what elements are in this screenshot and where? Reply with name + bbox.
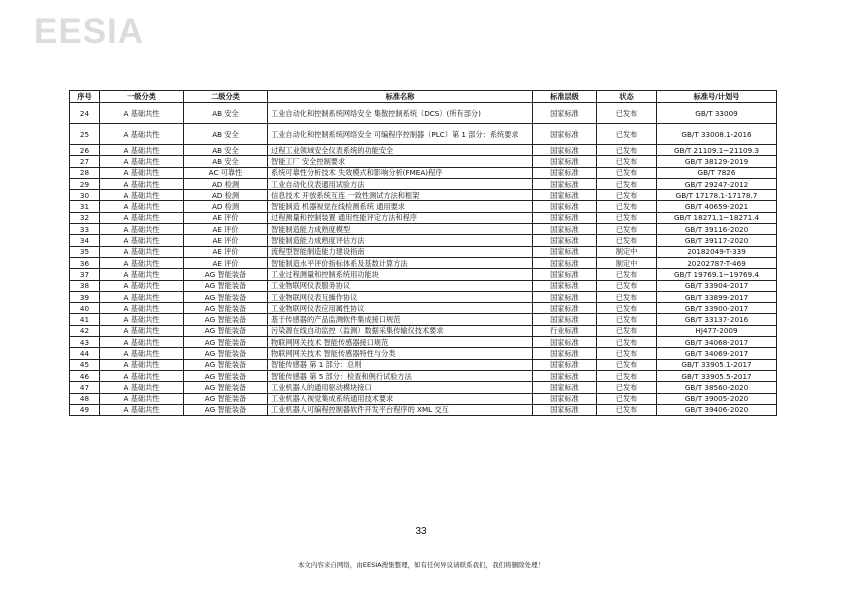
header-level2-category: 二级分类	[184, 91, 268, 103]
header-standard-level: 标准层级	[533, 91, 597, 103]
row-standard-name: 过程工业领域安全仪表系统的功能安全	[268, 145, 533, 156]
row-level1-category: A 基础共性	[100, 156, 184, 167]
row-standard-name: 智能传感器 第 1 部分：总则	[268, 359, 533, 370]
row-status: 已发布	[597, 103, 657, 124]
row-standard-number: GB/T 39005-2020	[657, 393, 777, 404]
row-index: 33	[70, 224, 100, 235]
row-level1-category: A 基础共性	[100, 291, 184, 302]
row-level2-category: AB 安全	[184, 156, 268, 167]
table-row	[70, 103, 777, 124]
row-level2-category: AG 智能装备	[184, 325, 268, 336]
row-standard-number: GB/T 29247-2012	[657, 178, 777, 189]
table-row	[70, 303, 777, 314]
row-standard-level: 国家标准	[533, 178, 597, 189]
row-standard-level: 国家标准	[533, 393, 597, 404]
row-index: 31	[70, 201, 100, 212]
row-index: 49	[70, 404, 100, 415]
row-level1-category: A 基础共性	[100, 201, 184, 212]
row-standard-number: GB/T 7826	[657, 167, 777, 178]
row-index: 43	[70, 337, 100, 348]
table-row	[70, 291, 777, 302]
row-status: 已发布	[597, 156, 657, 167]
row-index: 35	[70, 246, 100, 257]
row-index: 39	[70, 291, 100, 302]
row-level2-category: AD 检测	[184, 178, 268, 189]
row-standard-name: 智能工厂 安全控制要求	[268, 156, 533, 167]
table-row	[70, 382, 777, 393]
table-row	[70, 145, 777, 156]
header-standard-number: 标准号/计划号	[657, 91, 777, 103]
row-level1-category: A 基础共性	[100, 257, 184, 268]
row-standard-name: 信息技术 开放系统互连 一致性测试方法和框架	[268, 190, 533, 201]
row-level1-category: A 基础共性	[100, 382, 184, 393]
row-standard-name: 工业机器人可编程控制器软件开发平台程序的 XML 交互	[268, 404, 533, 415]
row-status: 已发布	[597, 325, 657, 336]
row-status: 已发布	[597, 190, 657, 201]
row-status: 已发布	[597, 145, 657, 156]
row-standard-name: 工业机器人视觉集成系统通用技术要求	[268, 393, 533, 404]
table-row	[70, 224, 777, 235]
row-level2-category: AG 智能装备	[184, 337, 268, 348]
row-index: 32	[70, 212, 100, 223]
row-standard-level: 国家标准	[533, 246, 597, 257]
row-level1-category: A 基础共性	[100, 145, 184, 156]
row-standard-name: 智能传感器 第 5 部分：检查和例行试验方法	[268, 370, 533, 381]
row-index: 40	[70, 303, 100, 314]
row-level1-category: A 基础共性	[100, 404, 184, 415]
row-standard-number: GB/T 39406-2020	[657, 404, 777, 415]
row-level1-category: A 基础共性	[100, 303, 184, 314]
table-row	[70, 124, 777, 145]
row-level2-category: AD 检测	[184, 201, 268, 212]
row-status: 已发布	[597, 314, 657, 325]
row-level1-category: A 基础共性	[100, 212, 184, 223]
row-level1-category: A 基础共性	[100, 359, 184, 370]
row-level2-category: AG 智能装备	[184, 404, 268, 415]
table-row	[70, 370, 777, 381]
row-standard-number: GB/T 17178.1-17178.7	[657, 190, 777, 201]
page-number: 33	[415, 526, 427, 537]
row-status: 已发布	[597, 178, 657, 189]
row-level1-category: A 基础共性	[100, 103, 184, 124]
row-standard-level: 国家标准	[533, 235, 597, 246]
row-status: 已发布	[597, 337, 657, 348]
row-level2-category: AG 智能装备	[184, 303, 268, 314]
row-standard-level: 国家标准	[533, 124, 597, 145]
row-standard-level: 国家标准	[533, 145, 597, 156]
row-standard-level: 国家标准	[533, 156, 597, 167]
row-level1-category: A 基础共性	[100, 246, 184, 257]
table-row	[70, 235, 777, 246]
row-level2-category: AE 评价	[184, 246, 268, 257]
row-standard-number: GB/T 38129-2019	[657, 156, 777, 167]
row-status: 已发布	[597, 124, 657, 145]
row-level1-category: A 基础共性	[100, 314, 184, 325]
row-level2-category: AE 评价	[184, 235, 268, 246]
row-standard-name: 系统可靠性分析技术 失效模式和影响分析(FMEA)程序	[268, 167, 533, 178]
row-index: 48	[70, 393, 100, 404]
row-index: 30	[70, 190, 100, 201]
row-standard-number: GB/T 33137-2016	[657, 314, 777, 325]
row-level1-category: A 基础共性	[100, 167, 184, 178]
row-index: 37	[70, 269, 100, 280]
row-status: 已发布	[597, 348, 657, 359]
table-row	[70, 190, 777, 201]
row-status: 已发布	[597, 303, 657, 314]
row-index: 26	[70, 145, 100, 156]
row-level2-category: AG 智能装备	[184, 314, 268, 325]
row-index: 46	[70, 370, 100, 381]
row-standard-number: GB/T 33899-2017	[657, 291, 777, 302]
row-level2-category: AG 智能装备	[184, 382, 268, 393]
row-standard-level: 国家标准	[533, 404, 597, 415]
row-level2-category: AG 智能装备	[184, 393, 268, 404]
row-level1-category: A 基础共性	[100, 269, 184, 280]
table-row	[70, 325, 777, 336]
table-row	[70, 348, 777, 359]
row-standard-number: GB/T 18271.1~18271.4	[657, 212, 777, 223]
row-level2-category: AG 智能装备	[184, 280, 268, 291]
row-standard-name: 智能制造能力成熟度模型	[268, 224, 533, 235]
row-standard-number: GB/T 21109.1~21109.3	[657, 145, 777, 156]
row-index: 28	[70, 167, 100, 178]
row-level1-category: A 基础共性	[100, 224, 184, 235]
row-level2-category: AB 安全	[184, 103, 268, 124]
row-standard-name: 工业过程测量和控制系统用功能块	[268, 269, 533, 280]
row-level1-category: A 基础共性	[100, 124, 184, 145]
row-status: 已发布	[597, 224, 657, 235]
table-row	[70, 167, 777, 178]
row-status: 已发布	[597, 212, 657, 223]
row-standard-level: 行业标准	[533, 325, 597, 336]
row-index: 34	[70, 235, 100, 246]
row-status: 已发布	[597, 370, 657, 381]
row-status: 制定中	[597, 246, 657, 257]
header-standard-name: 标准名称	[268, 91, 533, 103]
row-index: 47	[70, 382, 100, 393]
row-index: 38	[70, 280, 100, 291]
row-level2-category: AD 检测	[184, 190, 268, 201]
table-row	[70, 393, 777, 404]
row-standard-name: 流程型智能制造能力建设指南	[268, 246, 533, 257]
row-standard-number: 20202787-T-469	[657, 257, 777, 268]
row-standard-name: 工业自动化仪表通用试验方法	[268, 178, 533, 189]
row-standard-level: 国家标准	[533, 103, 597, 124]
row-level1-category: A 基础共性	[100, 337, 184, 348]
row-standard-level: 国家标准	[533, 257, 597, 268]
table-row	[70, 178, 777, 189]
table-row	[70, 359, 777, 370]
row-standard-name: 智能制造能力成熟度评估方法	[268, 235, 533, 246]
row-level1-category: A 基础共性	[100, 280, 184, 291]
row-index: 27	[70, 156, 100, 167]
row-status: 已发布	[597, 291, 657, 302]
row-standard-number: GB/T 33905.1-2017	[657, 359, 777, 370]
row-standard-number: GB/T 33900-2017	[657, 303, 777, 314]
row-level2-category: AE 评价	[184, 257, 268, 268]
row-status: 已发布	[597, 201, 657, 212]
row-level2-category: AC 可靠性	[184, 167, 268, 178]
table-row	[70, 212, 777, 223]
table-header-row	[70, 91, 777, 103]
row-status: 已发布	[597, 404, 657, 415]
row-standard-number: GB/T 33905.5-2017	[657, 370, 777, 381]
row-standard-name: 污染源在线自动监控（监测）数据采集传输仪技术要求	[268, 325, 533, 336]
row-status: 已发布	[597, 269, 657, 280]
row-status: 已发布	[597, 382, 657, 393]
row-standard-number: GB/T 33904-2017	[657, 280, 777, 291]
row-index: 29	[70, 178, 100, 189]
table-row	[70, 314, 777, 325]
row-standard-name: 工业物联网仪表应用属性协议	[268, 303, 533, 314]
row-level2-category: AG 智能装备	[184, 370, 268, 381]
row-standard-number: GB/T 39116-2020	[657, 224, 777, 235]
row-standard-number: GB/T 19769.1~19769.4	[657, 269, 777, 280]
row-level1-category: A 基础共性	[100, 235, 184, 246]
row-level2-category: AG 智能装备	[184, 348, 268, 359]
row-index: 41	[70, 314, 100, 325]
table-row	[70, 156, 777, 167]
row-standard-level: 国家标准	[533, 291, 597, 302]
row-level1-category: A 基础共性	[100, 178, 184, 189]
row-index: 42	[70, 325, 100, 336]
table-row	[70, 404, 777, 415]
row-level2-category: AG 智能装备	[184, 291, 268, 302]
row-standard-level: 国家标准	[533, 337, 597, 348]
row-standard-level: 国家标准	[533, 303, 597, 314]
table-row	[70, 246, 777, 257]
row-standard-level: 国家标准	[533, 382, 597, 393]
row-standard-number: GB/T 34069-2017	[657, 348, 777, 359]
row-level2-category: AG 智能装备	[184, 359, 268, 370]
row-standard-level: 国家标准	[533, 359, 597, 370]
row-standard-level: 国家标准	[533, 269, 597, 280]
row-standard-level: 国家标准	[533, 280, 597, 291]
row-level2-category: AG 智能装备	[184, 269, 268, 280]
row-level2-category: AB 安全	[184, 145, 268, 156]
row-standard-number: GB/T 33008.1-2016	[657, 124, 777, 145]
row-standard-level: 国家标准	[533, 224, 597, 235]
row-standard-name: 基于传感器的产品监测软件集成接口规范	[268, 314, 533, 325]
row-standard-level: 国家标准	[533, 201, 597, 212]
row-standard-level: 国家标准	[533, 348, 597, 359]
row-standard-name: 工业物联网仪表服务协议	[268, 280, 533, 291]
standards-table	[69, 90, 777, 416]
row-level1-category: A 基础共性	[100, 393, 184, 404]
row-standard-name: 智能制造 机器视觉在线检测系统 通用要求	[268, 201, 533, 212]
row-level1-category: A 基础共性	[100, 190, 184, 201]
row-level1-category: A 基础共性	[100, 325, 184, 336]
row-level1-category: A 基础共性	[100, 348, 184, 359]
row-standard-name: 智能制造水平评价指标体系及基数计算方法	[268, 257, 533, 268]
row-index: 44	[70, 348, 100, 359]
row-standard-name: 工业自动化和控制系统网络安全 可编程序控制器（PLC）第 1 部分：系统要求	[268, 124, 533, 145]
row-level2-category: AB 安全	[184, 124, 268, 145]
row-status: 已发布	[597, 167, 657, 178]
row-standard-number: GB/T 33009	[657, 103, 777, 124]
row-index: 36	[70, 257, 100, 268]
footer-disclaimer: 本文内容来自网络，由EESIA搜集整理，如有任何异议请联系我们，我们将删除处理！	[297, 561, 545, 569]
row-level1-category: A 基础共性	[100, 370, 184, 381]
table-body	[70, 103, 777, 416]
row-standard-number: GB/T 34068-2017	[657, 337, 777, 348]
table-row	[70, 337, 777, 348]
table-row	[70, 280, 777, 291]
row-status: 已发布	[597, 393, 657, 404]
row-status: 已发布	[597, 359, 657, 370]
row-level2-category: AE 评价	[184, 212, 268, 223]
row-standard-level: 国家标准	[533, 190, 597, 201]
row-standard-name: 工业机器人的通用驱动模块接口	[268, 382, 533, 393]
row-standard-number: GB/T 38560-2020	[657, 382, 777, 393]
row-standard-name: 工业物联网仪表互操作协议	[268, 291, 533, 302]
row-index: 25	[70, 124, 100, 145]
row-standard-number: HJ477-2009	[657, 325, 777, 336]
row-status: 制定中	[597, 257, 657, 268]
row-standard-level: 国家标准	[533, 167, 597, 178]
row-status: 已发布	[597, 235, 657, 246]
row-standard-name: 过程测量和控制装置 通用性能评定方法和程序	[268, 212, 533, 223]
row-standard-number: GB/T 39117-2020	[657, 235, 777, 246]
eesia-logo: EESIA	[34, 12, 145, 51]
table-row	[70, 269, 777, 280]
row-index: 24	[70, 103, 100, 124]
table-row	[70, 257, 777, 268]
row-status: 已发布	[597, 280, 657, 291]
row-standard-level: 国家标准	[533, 370, 597, 381]
header-index: 序号	[70, 91, 100, 103]
table-row	[70, 201, 777, 212]
row-level2-category: AE 评价	[184, 224, 268, 235]
header-status: 状态	[597, 91, 657, 103]
row-standard-number: 20182049-T-339	[657, 246, 777, 257]
row-standard-name: 物联网网关技术 智能传感器接口规范	[268, 337, 533, 348]
row-standard-name: 物联网网关技术 智能传感器特性与分类	[268, 348, 533, 359]
row-index: 45	[70, 359, 100, 370]
row-standard-name: 工业自动化和控制系统网络安全 集散控制系统（DCS）(所有部分)	[268, 103, 533, 124]
row-standard-number: GB/T 40659-2021	[657, 201, 777, 212]
row-standard-level: 国家标准	[533, 212, 597, 223]
row-standard-level: 国家标准	[533, 314, 597, 325]
header-level1-category: 一级分类	[100, 91, 184, 103]
